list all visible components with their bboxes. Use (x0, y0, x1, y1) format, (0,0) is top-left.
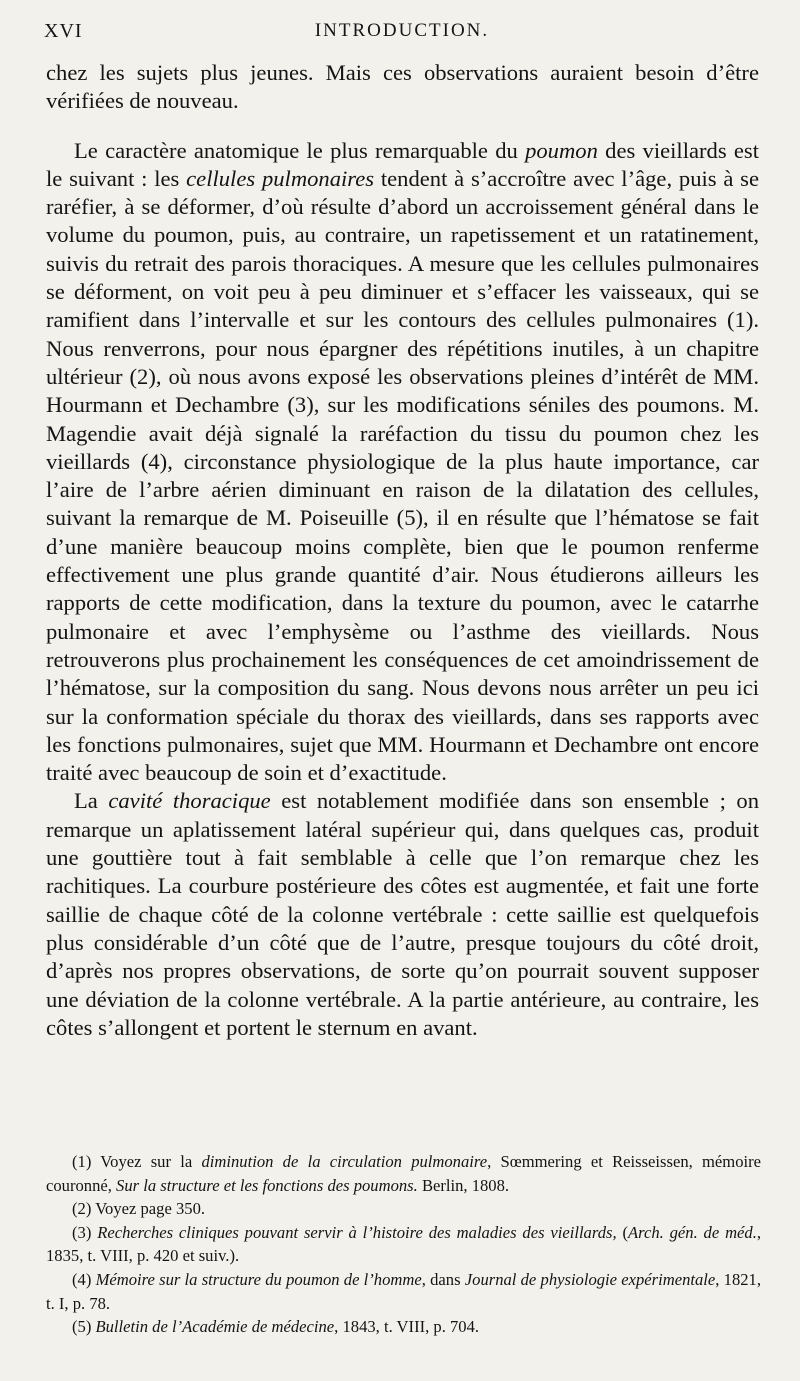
main-text (46, 59, 759, 1042)
p2-text-b: des vieillards est le suivant : les (46, 137, 759, 191)
footnotes (46, 1150, 761, 1339)
fn3-italic-1: Recherches cliniques pouvant servir à l’histoire des maladies des vieillards, (97, 1222, 617, 1242)
fn4-b: , dans (421, 1269, 465, 1289)
fn1-c: Berlin, 1808. (417, 1175, 510, 1195)
fn1-a: (1) Voyez sur la (72, 1152, 202, 1171)
footnote-4 (46, 1268, 761, 1315)
p3-italic-cavite: cavité thoracique (108, 788, 271, 814)
p3-text-b: est notablement modifiée dans son ensemble ; on remarque un aplatissement latéral supérieur qui, dans quelques cas, produit une gouttière tout à fait semblable à celle que l’on remarque chez les rachitiques. La courbure postérieure des côtes est augmentée, et fait une forte saillie de chaque côté de la colonne vertébrale : cette saillie est quelquefois plus considérable d’un côté que de l’autre, presque toujours du côté droit, d’après nos propres observations, de sorte qu’on pourrait souvent supposer une déviation de la colonne vertébrale. A la partie antérieure, au contraire, les côtes s’allongent et portent le sternum en avant. (46, 788, 759, 1040)
fn1-italic-1: diminution de la circulation pulmonaire (201, 1152, 488, 1171)
p2-italic-poumon: poumon (525, 137, 598, 163)
fn5-italic-1: Bulletin de l’Académie de médecine (95, 1317, 335, 1337)
page-number: XVI (44, 20, 83, 42)
footnote-1 (46, 1150, 761, 1197)
paragraph-2 (46, 137, 759, 788)
fn3-italic-2: Arch. gén. de méd. (627, 1222, 757, 1242)
p3-text-a: La (74, 788, 109, 814)
p2-text-c: tendent à s’accroître avec l’âge, puis à se raréfier, à se déformer, d’où résulte d’abord un accroissement général dans le volume du poumon, puis, au contraire, un rapetissement et un ratatinement, suivis du retrait des parois thoraciques. A mesure que les cellules pulmonaires se déforment, on voit peu à peu diminuer et s’effacer les vaisseaux, qui se ramifient dans l’intervalle et sur les contours des cellules pulmonaires (1). Nous renverrons, pour nous épargner des répétitions inutiles, à un chapitre ultérieur (2), où nous avons exposé les observations pleines d’intérêt de MM. Hourmann et Dechambre (3), sur les modifications séniles des poumons. M. Magendie avait déjà signalé la raréfaction du tissu du poumon chez les vieillards (4), circonstance physiologique de la plus haute importance, car l’aire de l’arbre aérien diminuant en raison de la dilatation des cellules, suivant la remarque de M. Poiseuille (5), il en résulte que l’hématose se fait d’une manière beaucoup moins complète, bien que le poumon renferme effectivement une plus grande quantité d’air. Nous étudierons ailleurs les rapports de cette modification, dans la texture du poumon, avec le catarrhe pulmonaire et avec l’emphysème ou l’asthme des vieillards. Nous retrouverons plus prochainement les conséquences de cet amoindrissement de l’hématose, sur la composition du sang. Nous devons nous arrêter un peu ici sur la conformation spéciale du thorax des vieillards, dans ses rapports avec les fonctions pulmonaires, sujet que MM. Hourmann et Dechambre ont encore traité avec beaucoup de soin et d’exactitude. (46, 165, 759, 786)
p2-italic-cellules: cellules pulmonaires (186, 165, 375, 191)
fn4-a: (4) (72, 1269, 96, 1289)
footnote-2: (2) Voyez page 350. (72, 1199, 206, 1219)
paragraph-3 (46, 787, 759, 1042)
p2-text-a: Le caractère anatomique le plus remarquable du (74, 137, 526, 163)
fn3-a: (3) (72, 1222, 98, 1242)
footnote-3 (46, 1221, 761, 1268)
footnote-5 (46, 1315, 761, 1339)
running-header (44, 20, 760, 50)
fn4-italic-1: Mémoire sur la structure du poumon de l’homme (95, 1269, 422, 1289)
fn5-a: (5) (72, 1317, 96, 1337)
fn4-italic-2: Journal de physiologie expérimentale (464, 1269, 716, 1289)
fn5-b: , 1843, t. VIII, p. 704. (334, 1317, 480, 1337)
fn3-c: , 1835, t. VIII, p. 420 et suiv.). (46, 1222, 762, 1266)
fn4-c: , 1821, t. I, p. 78. (46, 1269, 761, 1313)
paragraph-1: chez les sujets plus jeunes. Mais ces observations auraient besoin d’être vérifiées de nouveau. (46, 60, 759, 114)
fn3-b: ( (616, 1222, 628, 1242)
fn1-b: , Sœmmering et Reisseissen, mémoire couronné, (46, 1152, 761, 1195)
fn1-italic-2: Sur la structure et les fonctions des poumons. (116, 1175, 418, 1195)
running-title: INTRODUCTION. (314, 20, 490, 41)
